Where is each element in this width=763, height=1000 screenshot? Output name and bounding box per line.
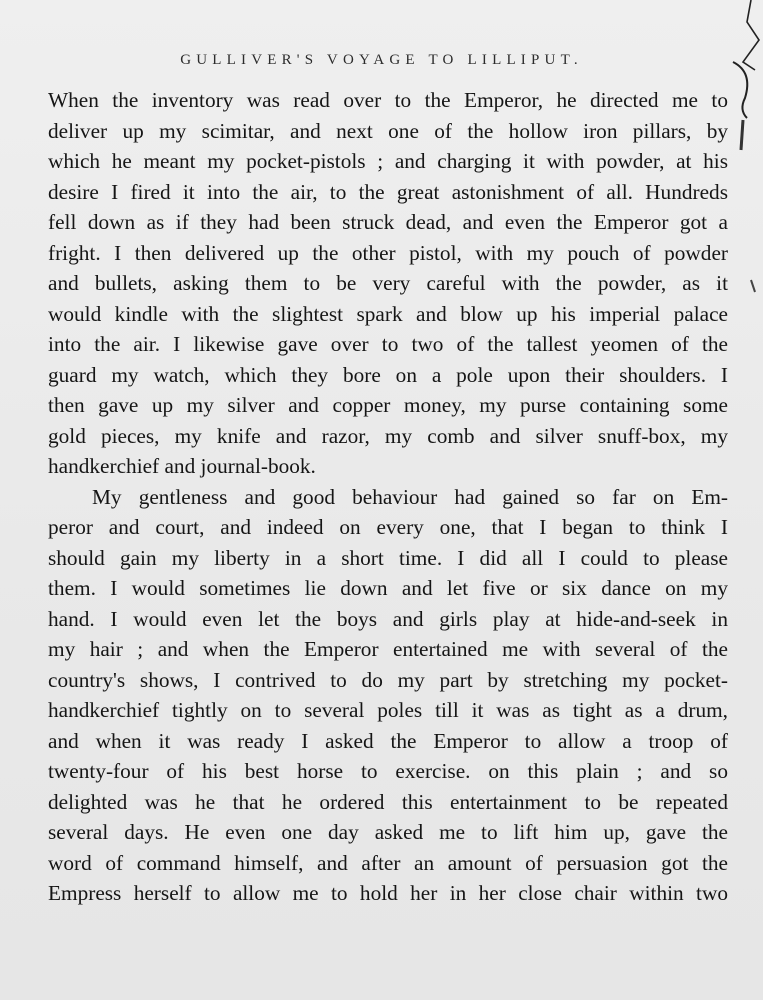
text-line: handkerchief tightly on to several poles till it was as tight as a drum, — [48, 698, 728, 722]
text-line: and when it was ready I asked the Emperor to allow a troop of — [48, 728, 728, 753]
body-text — [48, 85, 728, 909]
text-line: into the air. I likewise gave over to two of the tallest yeomen of the — [48, 332, 728, 356]
text-line: delighted was he that he ordered this entertainment to be repeated — [48, 789, 728, 814]
paragraph-1 — [48, 85, 728, 482]
text-line: twenty-four of his best horse to exercise. on this plain ; and so — [48, 759, 728, 783]
text-line: country's shows, I contrived to do my part by stretching my pocket- — [48, 667, 728, 692]
text-line: handkerchief and journal-book. — [48, 454, 316, 478]
text-line: word of command himself, and after an amount of persuasion got the — [48, 850, 728, 875]
text-line: When the inventory was read over to the Emperor, he directed me to — [48, 88, 728, 112]
text-line: gold pieces, my knife and razor, my comb and silver snuff-box, my — [48, 423, 728, 448]
text-line: desire I fired it into the air, to the great astonishment of all. Hundreds — [48, 179, 728, 204]
text-line: and bullets, asking them to be very careful with the powder, as it — [48, 271, 728, 295]
text-line: guard my watch, which they bore on a pole upon their shoulders. I — [48, 362, 728, 387]
text-line: deliver up my scimitar, and next one of the hollow iron pillars, by — [48, 118, 728, 143]
text-line: several days. He even one day asked me to lift him up, gave the — [48, 820, 728, 844]
text-line: fright. I then delivered up the other pistol, with my pouch of powder — [48, 240, 728, 265]
text-line: then gave up my silver and copper money, my purse containing some — [48, 393, 728, 417]
paragraph-2 — [48, 482, 728, 909]
text-line: peror and court, and indeed on every one, that I began to think I — [48, 515, 728, 539]
text-line: them. I would sometimes lie down and let five or six dance on my — [48, 576, 728, 600]
text-line: which he meant my pocket-pistols ; and charging it with powder, at his — [48, 149, 728, 173]
running-head: GULLIVER'S VOYAGE TO LILLIPUT. — [180, 52, 583, 68]
text-line: would kindle with the slightest spark and blow up his imperial palace — [48, 301, 728, 326]
text-line: My gentleness and good behaviour had gained so far on Em- — [92, 484, 728, 509]
text-line: should gain my liberty in a short time. I did all I could to please — [48, 545, 728, 570]
text-line: my hair ; and when the Emperor entertained me with several of the — [48, 637, 728, 661]
text-line: Empress herself to allow me to hold her in her close chair within two — [48, 881, 728, 905]
text-line: fell down as if they had been struck dead, and even the Emperor got a — [48, 210, 728, 234]
text-line: hand. I would even let the boys and girls play at hide-and-seek in — [48, 606, 728, 631]
